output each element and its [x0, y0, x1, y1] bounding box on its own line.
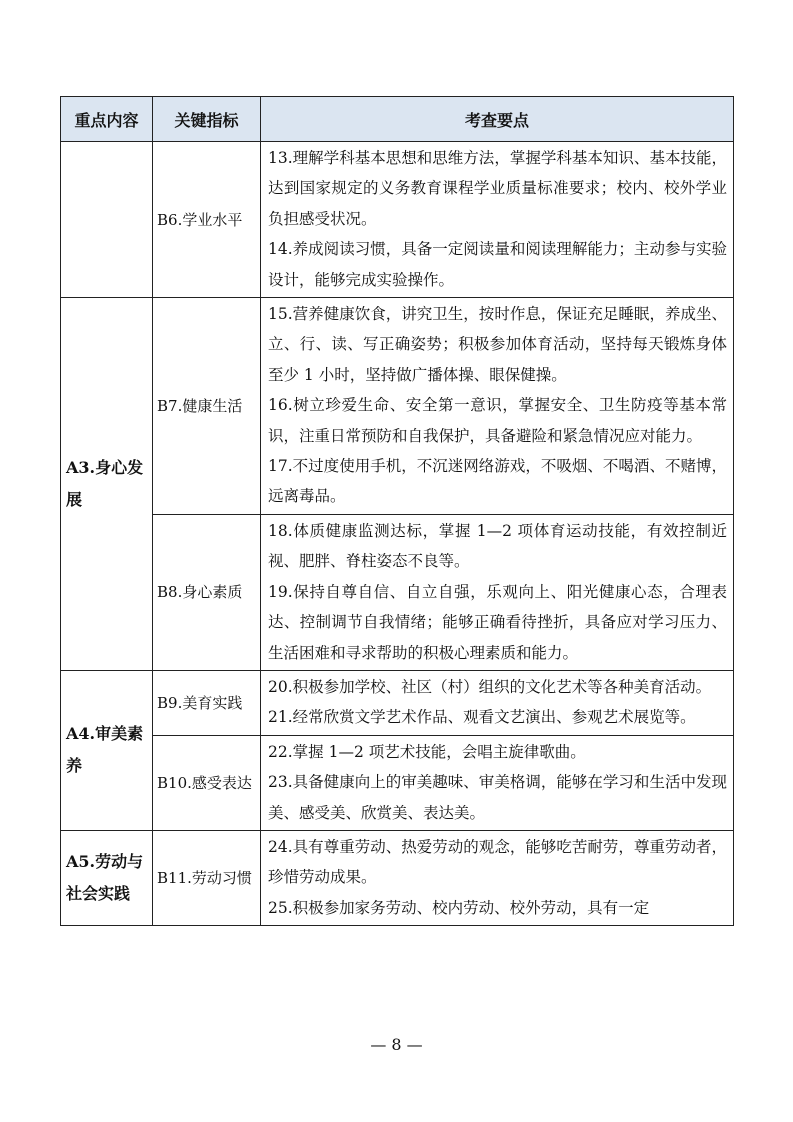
- point-text: 15.营养健康饮食，讲究卫生，按时作息，保证充足睡眠，养成坐、立、行、读、写正确姿势；积极参加体育活动，坚持每天锻炼身体至少 1 小时，坚持做广播体操、眼保健操。: [268, 305, 727, 384]
- table-row: [61, 142, 734, 298]
- header-key-indicator: 关键指标: [153, 97, 261, 142]
- indicator-cell: B8.身心素质: [153, 514, 261, 670]
- indicator-cell: B7.健康生活: [153, 298, 261, 515]
- area-cell: [61, 142, 153, 298]
- point-text: 14.养成阅读习惯，具备一定阅读量和阅读理解能力；主动参与实验设计，能够完成实验操作。: [268, 240, 727, 289]
- point-text: 13.理解学科基本思想和思维方法，掌握学科基本知识、基本技能，达到国家规定的义务教育课程学业质量标准要求；校内、校外学业负担感受状况。: [268, 149, 727, 228]
- points-cell: [261, 514, 734, 670]
- points-cell: [261, 670, 734, 735]
- table-row: [61, 298, 734, 515]
- point-text: 25.积极参加家务劳动、校内劳动、校外劳动，具有一定: [268, 898, 650, 917]
- points-cell: [261, 735, 734, 830]
- table-row: [61, 514, 734, 670]
- point-text: 18.体质健康监测达标，掌握 1—2 项体育运动技能，有效控制近视、肥胖、脊柱姿态不良等。: [268, 521, 727, 571]
- indicator-cell: B9.美育实践: [153, 670, 261, 735]
- header-key-content: 重点内容: [61, 97, 153, 142]
- point-text: 23.具备健康向上的审美趣味、审美格调，能够在学习和生活中发现美、感受美、欣赏美、表达美。: [268, 773, 727, 822]
- area-cell: A3.身心发展: [61, 298, 153, 671]
- point-text: 16.树立珍爱生命、安全第一意识，掌握安全、卫生防疫等基本常识，注重日常预防和自我保护，具备避险和紧急情况应对能力。: [268, 396, 727, 445]
- point-text: 24.具有尊重劳动、热爱劳动的观念，能够吃苦耐劳，尊重劳动者，珍惜劳动成果。: [268, 837, 727, 887]
- area-cell: A5.劳动与社会实践: [61, 830, 153, 925]
- header-check-points: 考查要点: [261, 97, 734, 142]
- evaluation-table: [60, 96, 734, 926]
- point-text: 17.不过度使用手机，不沉迷网络游戏，不吸烟、不喝酒、不赌博，远离毒品。: [268, 457, 727, 506]
- point-text: 20.积极参加学校、社区（村）组织的文化艺术等各种美育活动。: [268, 677, 712, 696]
- table-row: [61, 735, 734, 830]
- table-row: [61, 830, 734, 925]
- page-number: — 8 —: [370, 1035, 423, 1054]
- point-text: 22.掌握 1—2 项艺术技能，会唱主旋律歌曲。: [268, 742, 586, 761]
- point-text: 19.保持自尊自信、自立自强，乐观向上、阳光健康心态，合理表达、控制调节自我情绪；能够正确看待挫折，具备应对学习压力、生活困难和寻求帮助的积极心理素质和能力。: [268, 582, 727, 662]
- indicator-cell: B10.感受表达: [153, 735, 261, 830]
- table-row: [61, 670, 734, 735]
- point-text: 21.经常欣赏文学艺术作品、观看文艺演出、参观艺术展览等。: [268, 708, 696, 727]
- points-cell: [261, 142, 734, 298]
- points-cell: [261, 298, 734, 515]
- area-cell: A4.审美素养: [61, 670, 153, 830]
- indicator-cell: B6.学业水平: [153, 142, 261, 298]
- table-header-row: [61, 97, 734, 142]
- indicator-cell: B11.劳动习惯: [153, 830, 261, 925]
- points-cell: [261, 830, 734, 925]
